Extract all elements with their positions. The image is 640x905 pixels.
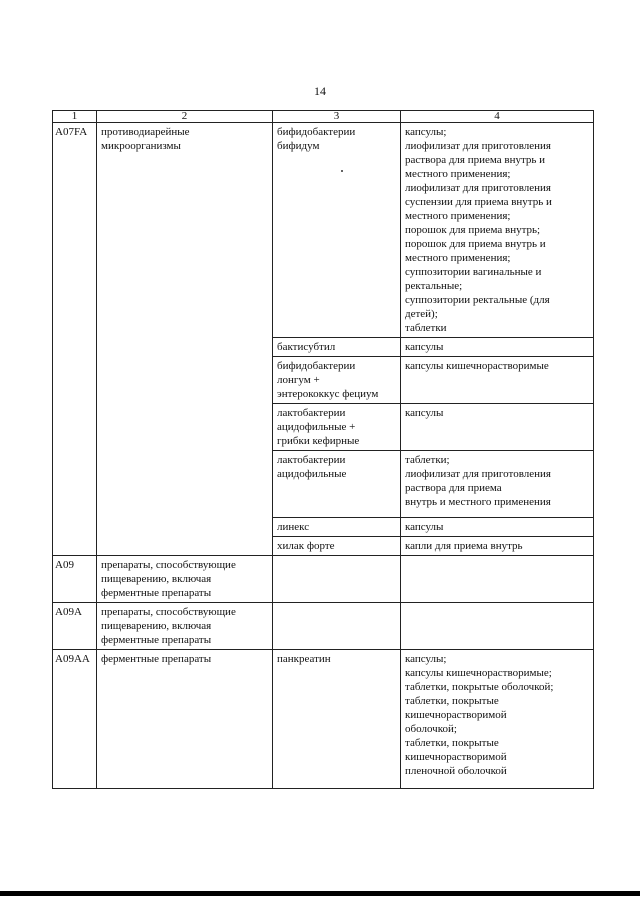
drug-name: хилак форте	[273, 537, 401, 556]
page-number: 14	[314, 84, 326, 98]
drug-name: лактобактерии ацидофильные + грибки кефирные	[273, 404, 401, 451]
dosage-forms: капсулы	[401, 518, 594, 537]
scan-speck	[341, 170, 343, 172]
drug-name	[273, 603, 401, 650]
drug-name: бактисубтил	[273, 338, 401, 357]
dosage-forms	[401, 556, 594, 603]
scan-edge-bar	[0, 891, 640, 896]
group-name: противодиарейные микроорганизмы	[97, 123, 273, 556]
column-header: 4	[401, 111, 594, 123]
column-header: 3	[273, 111, 401, 123]
dosage-forms: капсулы; лиофилизат для приготовления раствора для приема внутрь и местного применения; лиофилизат для приготовления суспензии для приема внутрь и местного применения; порошок для приема внутрь; порошок для приема внутрь и местного применения; суппозитории вагинальные и ректальные; суппозитории ректальные (для детей); таблетки	[401, 123, 594, 338]
dosage-forms: таблетки; лиофилизат для приготовления раствора для приема внутрь и местного применения	[401, 451, 594, 518]
dosage-forms: капсулы кишечнорастворимые	[401, 357, 594, 404]
group-name: препараты, способствующие пищеварению, включая ферментные препараты	[97, 603, 273, 650]
atc-code: A09	[53, 556, 97, 603]
dosage-forms	[401, 603, 594, 650]
drug-name: бифидобактерии лонгум + энтерококкус фециум	[273, 357, 401, 404]
drug-name	[273, 556, 401, 603]
group-name: препараты, способствующие пищеварению, включая ферментные препараты	[97, 556, 273, 603]
column-header: 1	[53, 111, 97, 123]
table-row	[53, 603, 594, 650]
drug-name: лактобактерии ацидофильные	[273, 451, 401, 518]
dosage-forms: капсулы	[401, 404, 594, 451]
atc-code: A07FA	[53, 123, 97, 556]
drug-classification-table	[52, 110, 594, 789]
drug-name: бифидобактерии бифидум	[273, 123, 401, 338]
dosage-forms: капсулы	[401, 338, 594, 357]
table-header-row	[53, 111, 594, 123]
table-row	[53, 556, 594, 603]
dosage-forms: капли для приема внутрь	[401, 537, 594, 556]
table-row	[53, 123, 594, 338]
column-header: 2	[97, 111, 273, 123]
drug-name: панкреатин	[273, 650, 401, 789]
dosage-forms: капсулы; капсулы кишечнорастворимые; таблетки, покрытые оболочкой; таблетки, покрытые кишечнорастворимой оболочкой; таблетки, покрытые кишечнорастворимой пленочной оболочкой	[401, 650, 594, 789]
drug-name: линекс	[273, 518, 401, 537]
atc-code: A09A	[53, 603, 97, 650]
table-row	[53, 650, 594, 789]
atc-code: A09AA	[53, 650, 97, 789]
group-name: ферментные препараты	[97, 650, 273, 789]
